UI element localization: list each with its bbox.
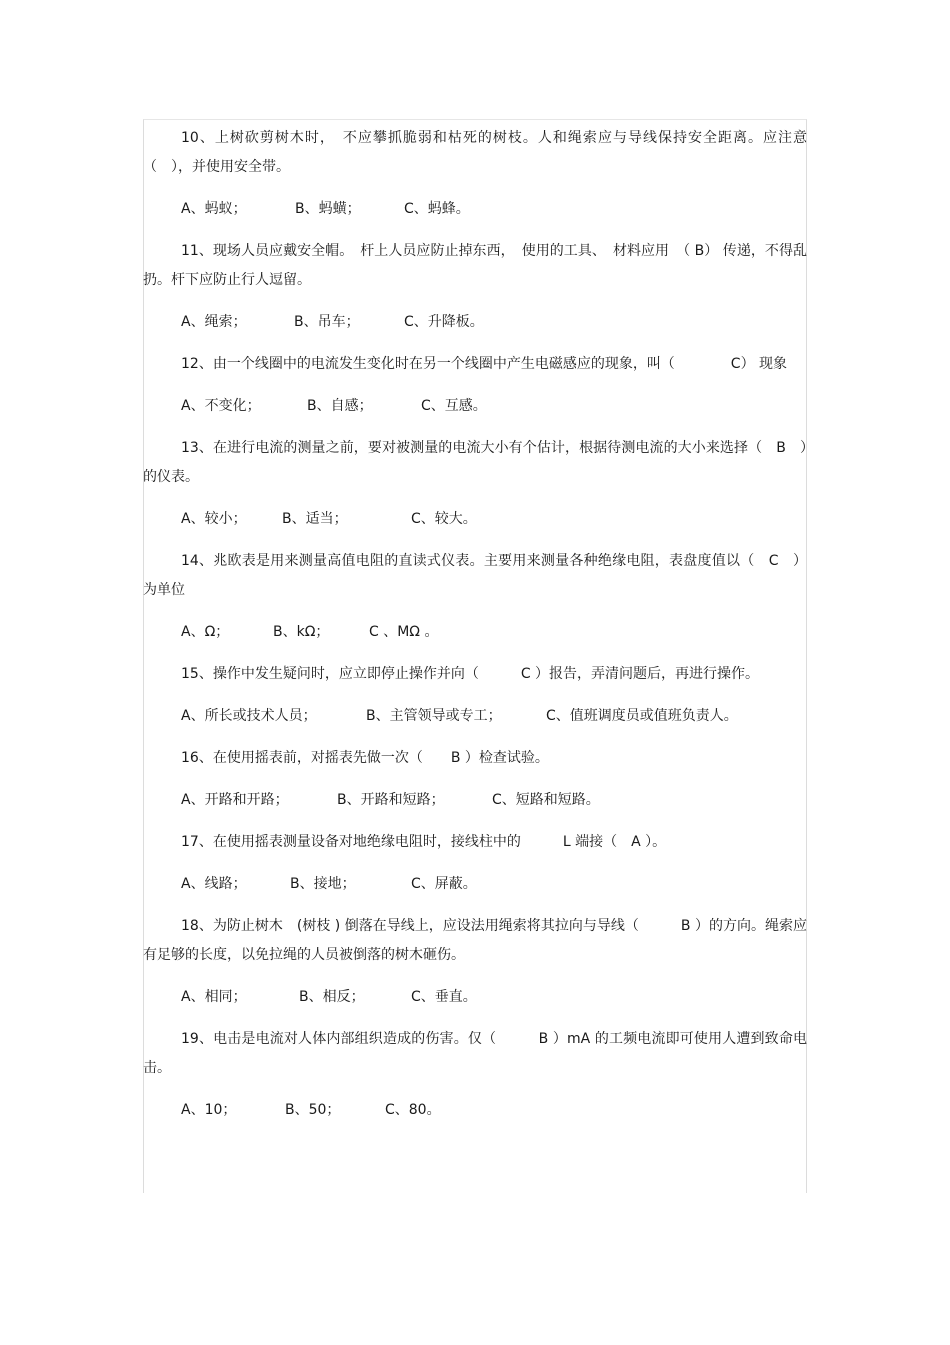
option-a: A、不变化； xyxy=(181,398,261,414)
option-b: B、相反； xyxy=(299,989,365,1005)
option-c: C、互感。 xyxy=(421,398,487,414)
options-10 xyxy=(143,195,807,224)
options-11 xyxy=(143,308,807,337)
options-13 xyxy=(143,505,807,534)
document-body xyxy=(143,124,821,1125)
option-a: A、相同； xyxy=(181,989,247,1005)
question-16: 16、在使用摇表前，对摇表先做一次（ B ）检查试验。 xyxy=(181,750,549,766)
option-a: A、较小； xyxy=(181,511,247,527)
option-a: A、10； xyxy=(181,1102,237,1118)
options-12 xyxy=(143,392,807,421)
option-b: B、接地； xyxy=(290,876,356,892)
question-18: 18、为防止树木 (树枝 ) 倒落在导线上，应设法用绳索将其拉向与导线（ B ）的方向。绳索应有足够的长度，以免拉绳的人员被倒落的树木砸伤。 xyxy=(143,918,807,963)
option-c: C 、MΩ 。 xyxy=(369,624,439,640)
question-19: 19、电击是电流对人体内部组织造成的伤害。仅（ B ）mA 的工频电流即可使用人遭到致命电击。 xyxy=(143,1031,807,1076)
option-b: B、开路和短路； xyxy=(337,792,445,808)
option-b: B、蚂蟥； xyxy=(295,201,361,217)
option-a: A、线路； xyxy=(181,876,247,892)
options-16 xyxy=(143,786,807,815)
option-b: B、kΩ； xyxy=(273,624,330,640)
option-c: C、80。 xyxy=(385,1102,441,1118)
options-14 xyxy=(143,618,807,647)
option-a: A、所长或技术人员； xyxy=(181,708,317,724)
question-14: 14、兆欧表是用来测量高值电阻的直读式仪表。主要用来测量各种绝缘电阻，表盘度值以（ C ）为单位 xyxy=(143,553,807,598)
option-c: C、屏蔽。 xyxy=(411,876,477,892)
option-b: B、50； xyxy=(285,1102,341,1118)
option-c: C、升降板。 xyxy=(404,314,484,330)
option-c: C、短路和短路。 xyxy=(492,792,600,808)
option-b: B、主管领导或专工； xyxy=(366,708,502,724)
option-a: A、开路和开路； xyxy=(181,792,289,808)
option-c: C、值班调度员或值班负责人。 xyxy=(546,708,738,724)
option-a: A、Ω； xyxy=(181,624,230,640)
question-17: 17、在使用摇表测量设备对地绝缘电阻时，接线柱中的 L 端接（ A ）。 xyxy=(181,834,667,850)
option-b: B、适当； xyxy=(282,511,348,527)
question-13: 13、在进行电流的测量之前，要对被测量的电流大小有个估计，根据待测电流的大小来选择（ B ）的仪表。 xyxy=(143,440,807,485)
question-15: 15、操作中发生疑问时，应立即停止操作并向（ C ）报告，弄清问题后，再进行操作。 xyxy=(181,666,760,682)
options-17 xyxy=(143,870,807,899)
option-a: A、绳索； xyxy=(181,314,247,330)
option-c: C、蚂蜂。 xyxy=(404,201,470,217)
option-a: A、蚂蚁； xyxy=(181,201,247,217)
options-15 xyxy=(143,702,807,731)
question-10: 10、上树砍剪树木时， 不应攀抓脆弱和枯死的树枝。人和绳索应与导线保持安全距离。应注意 （ ），并使用安全带。 xyxy=(143,130,821,175)
options-19 xyxy=(143,1096,807,1125)
option-c: C、垂直。 xyxy=(411,989,477,1005)
option-b: B、自感； xyxy=(307,398,373,414)
question-12: 12、由一个线圈中的电流发生变化时在另一个线圈中产生电磁感应的现象，叫（ C） 现象 xyxy=(181,356,788,372)
question-11: 11、现场人员应戴安全帽。 杆上人员应防止掉东西， 使用的工具、 材料应用 （ B） 传递，不得乱扔。杆下应防止行人逗留。 xyxy=(143,243,807,288)
option-c: C、较大。 xyxy=(411,511,477,527)
option-b: B、吊车； xyxy=(294,314,360,330)
options-18 xyxy=(143,983,807,1012)
